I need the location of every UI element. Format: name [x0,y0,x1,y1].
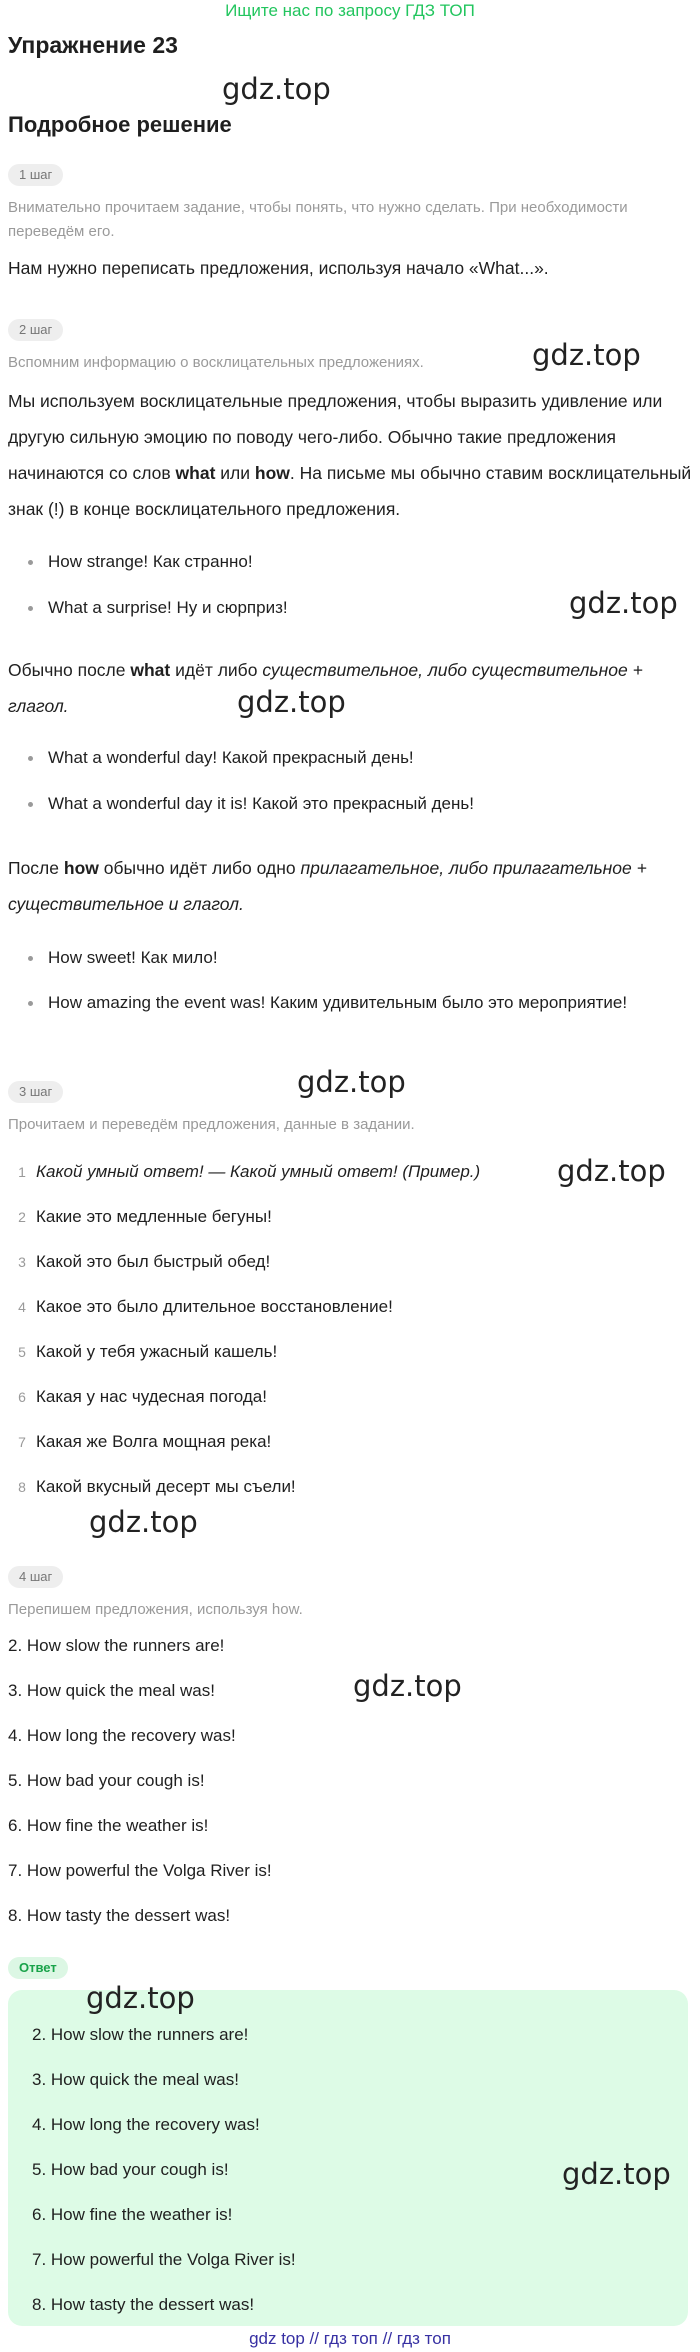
answer-line: 4. How long the recovery was! [32,2115,260,2134]
step4-note: Перепишем предложения, используя how. [8,1601,303,1618]
watermark: gdz.top [237,685,346,719]
watermark: gdz.top [297,1065,406,1099]
watermark: gdz.top [222,72,331,106]
step3-note: Прочитаем и переведём предложения, данные в задании. [8,1116,415,1133]
step4-line: 4. How long the recovery was! [8,1726,236,1745]
answer-line: 7. How powerful the Volga River is! [32,2250,296,2269]
step4-line: 5. How bad your cough is! [8,1771,205,1790]
step-badge-1: 1 шаг [8,164,63,186]
footer-link-gdz-top-ru[interactable]: гдз топ [323,2329,378,2348]
watermark: gdz.top [569,586,678,620]
list-item: How sweet! Как мило! [48,946,218,970]
list-item: How strange! Как странно! [48,550,253,574]
answer-line: 2. How slow the runners are! [32,2025,249,2044]
step-badge-3: 3 шаг [8,1081,63,1103]
watermark: gdz.top [562,2157,671,2191]
watermark: gdz.top [532,338,641,372]
numbered-item-2: 2 Какие это медленные бегуны! [18,1207,272,1226]
list-item: What a wonderful day it is! Какой это прекрасный день! [48,792,474,816]
step-badge-2: 2 шаг [8,319,63,341]
numbered-item-8: 8 Какой вкусный десерт мы съели! [18,1477,296,1496]
answer-line: 6. How fine the weather is! [32,2205,233,2224]
step4-line: 6. How fine the weather is! [8,1816,209,1835]
step4-line: 3. How quick the meal was! [8,1681,215,1700]
watermark: gdz.top [557,1154,666,1188]
section-title: Подробное решение [8,112,232,137]
answer-line: 3. How quick the meal was! [32,2070,239,2089]
list-item: What a surprise! Ну и сюрприз! [48,596,288,620]
top-banner: Ищите нас по запросу ГДЗ ТОП [225,1,475,20]
numbered-item-7: 7 Какая же Волга мощная река! [18,1432,272,1451]
numbered-item-4: 4 Какое это было длительное восстановление! [18,1297,393,1316]
numbered-item-6: 6 Какая у нас чудесная погода! [18,1387,267,1406]
numbered-item-3: 3 Какой это был быстрый обед! [18,1252,271,1271]
footer-link-gdz-top[interactable]: gdz top [249,2329,305,2348]
footer-links: gdz top // гдз топ // гдз топ [249,2329,451,2348]
numbered-item-1: 1 Какой умный ответ! — Какой умный ответ! (Пример.) [18,1162,481,1181]
step2-paragraph-2: Обычно после what идёт либо существительное, либо существительное + глагол. [8,660,643,716]
step4-line: 7. How powerful the Volga River is! [8,1861,272,1880]
step-badge-4: 4 шаг [8,1566,63,1588]
step1-note: Внимательно прочитаем задание, чтобы понять, что нужно сделать. При необходимости переведём его. [8,199,628,240]
answer-line: 5. How bad your cough is! [32,2160,229,2179]
list-item: What a wonderful day! Какой прекрасный день! [48,746,414,770]
list-item: How amazing the event was! Каким удивительным было это мероприятие! [48,991,627,1015]
step2-paragraph-1: Мы используем восклицательные предложения, чтобы выразить удивление или другую сильную эмоцию по поводу чего-либо. Обычно такие предложения начинаются со слов what или how. На письме мы обычно ставим восклицательный знак (!) в конце восклицательного предложения. [8,391,692,519]
footer-link-gdz-top-ru-2[interactable]: гдз топ [396,2329,451,2348]
answer-line: 8. How tasty the dessert was! [32,2295,255,2314]
numbered-item-5: 5 Какой у тебя ужасный кашель! [18,1342,278,1361]
step4-line: 2. How slow the runners are! [8,1636,225,1655]
answer-badge: Ответ [8,1957,68,1979]
step2-note: Вспомним информацию о восклицательных предложениях. [8,354,424,371]
watermark: gdz.top [353,1669,462,1703]
watermark: gdz.top [89,1505,198,1539]
step4-line: 8. How tasty the dessert was! [8,1906,231,1925]
page-title: Упражнение 23 [8,32,178,58]
step2-paragraph-3: После how обычно идёт либо одно прилагательное, либо прилагательное + существительное и глагол. [8,858,647,914]
watermark: gdz.top [86,1981,195,2015]
step1-text: Нам нужно переписать предложения, используя начало «What...». [8,258,549,278]
